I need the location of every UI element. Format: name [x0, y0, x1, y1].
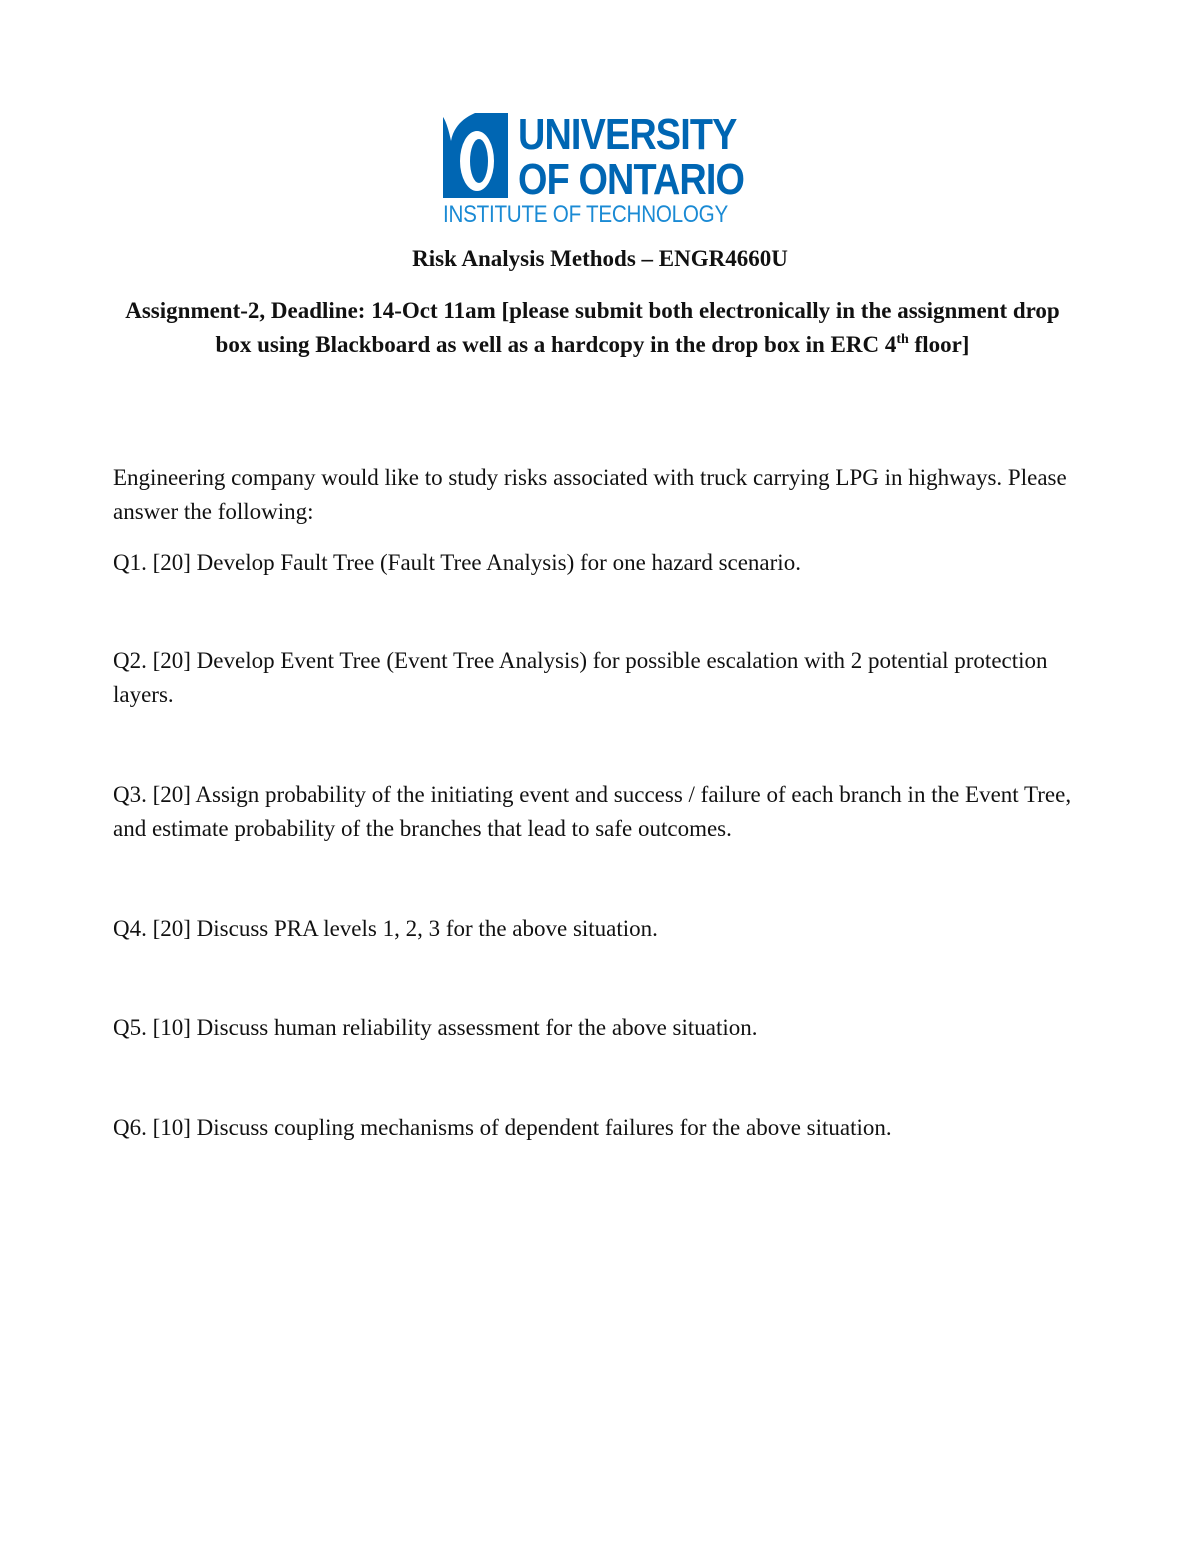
- intro-paragraph: Engineering company would like to study risks associated with truck carrying LPG in highways. Please answer the following:: [113, 465, 1067, 524]
- ordinal-superscript: th: [896, 332, 909, 347]
- assignment-heading: [115, 294, 1070, 362]
- question-5: Q5. [10] Discuss human reliability assessment for the above situation.: [113, 1015, 758, 1040]
- assignment-heading-end: floor]: [908, 332, 970, 357]
- question-1: Q1. [20] Develop Fault Tree (Fault Tree Analysis) for one hazard scenario.: [113, 550, 801, 575]
- logo-text-institute: INSTITUTE OF TECHNOLOGY: [443, 201, 728, 228]
- course-title: Risk Analysis Methods – ENGR4660U: [412, 246, 788, 271]
- assignment-heading-text: Assignment-2, Deadline: 14-Oct 11am [please submit both electronically in the assignment drop box using Blackboard as well as a hardcopy in the drop box in ERC 4: [125, 298, 1060, 357]
- question-6: Q6. [10] Discuss coupling mechanisms of dependent failures for the above situation.: [113, 1115, 892, 1140]
- logo-text-of-ontario: OF ONTARIO: [518, 155, 745, 204]
- question-2: Q2. [20] Develop Event Tree (Event Tree Analysis) for possible escalation with 2 potential protection layers.: [113, 648, 1048, 707]
- university-logo: [443, 110, 753, 228]
- logo-text-university: UNIVERSITY: [518, 110, 737, 159]
- university-shield-o-icon: [443, 113, 508, 198]
- question-4: Q4. [20] Discuss PRA levels 1, 2, 3 for the above situation.: [113, 916, 658, 941]
- question-3: Q3. [20] Assign probability of the initiating event and success / failure of each branch in the Event Tree, and estimate probability of the branches that lead to safe outcomes.: [113, 782, 1072, 841]
